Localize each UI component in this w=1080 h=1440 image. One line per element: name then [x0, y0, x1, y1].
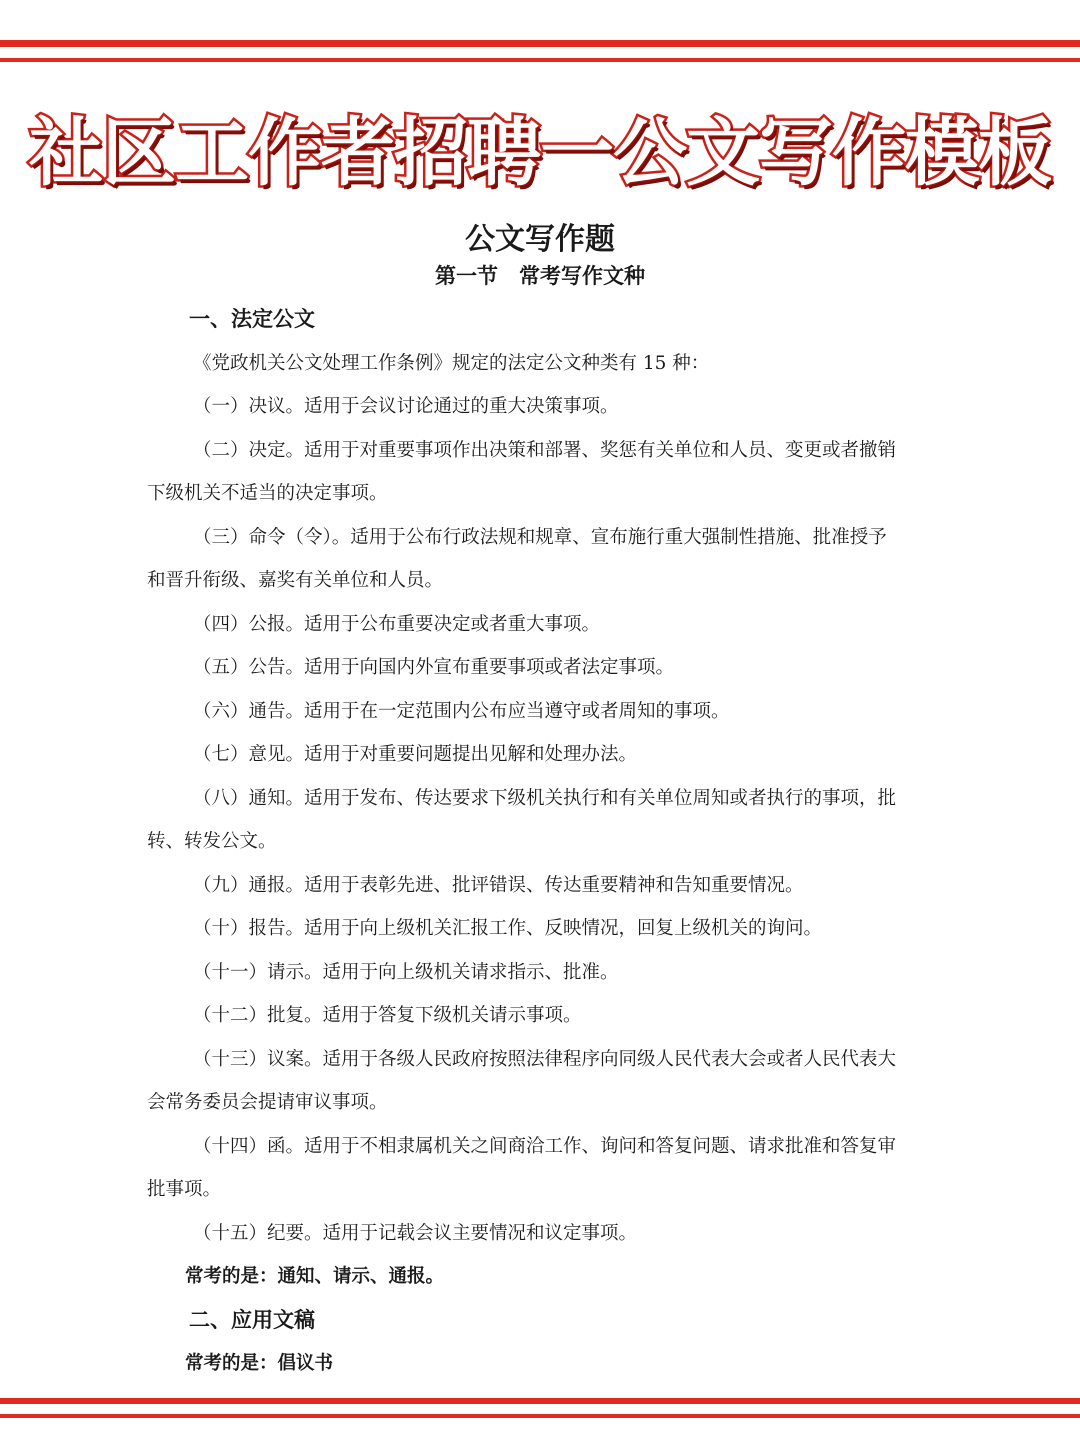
list-item: （一）决议。适用于会议讨论通过的重大决策事项。: [193, 396, 619, 417]
list-item: （二）决定。适用于对重要事项作出决策和部署、奖惩有关单位和人员、变更或者撤销: [193, 439, 897, 461]
list-item: （十四）函。适用于不相隶属机关之间商洽工作、询问和答复问题、请求批准和答复审: [193, 1135, 897, 1157]
list-item-continuation: 转、转发公文。: [147, 831, 277, 852]
frequently-tested-note-2: 常考的是：倡议书: [185, 1353, 334, 1374]
top-red-rule-thick: [0, 40, 1080, 47]
list-item: （六）通告。适用于在一定范围内公布应当遵守或者周知的事项。: [193, 700, 730, 722]
list-item: （七）意见。适用于对重要问题提出见解和处理办法。: [193, 744, 638, 765]
list-item: （十五）纪要。适用于记载会议主要情况和议定事项。: [193, 1222, 638, 1244]
list-item: （十三）议案。适用于各级人民政府按照法律程序向同级人民代表大会或者人民代表大: [193, 1048, 897, 1070]
list-item: （五）公告。适用于向国内外宣布重要事项或者法定事项。: [193, 657, 675, 678]
bottom-red-rule-thick: [0, 1398, 1080, 1404]
banner: [0, 92, 1080, 202]
list-item: （八）通知。适用于发布、传达要求下级机关执行和有关单位周知或者执行的事项，批: [193, 787, 897, 809]
frequently-tested-note: 常考的是：通知、请示、通报。: [185, 1266, 445, 1287]
list-item-continuation: 下级机关不适当的决定事项。: [147, 483, 388, 504]
heading-applied-documents: 二、应用文稿: [189, 1307, 315, 1332]
section-title: 第一节 常考写作文种: [435, 264, 645, 288]
list-item-continuation: 批事项。: [147, 1179, 222, 1200]
list-item: （十）报告。适用于向上级机关汇报工作、反映情况，回复上级机关的询问。: [193, 918, 823, 939]
heading-statutory-documents: 一、法定公文: [189, 307, 315, 331]
document-body: [147, 298, 922, 1386]
banner-title: 社区工作者招聘一公文写作模板: [29, 110, 1051, 196]
top-red-rule-thin: [0, 58, 1080, 62]
list-item: （九）通报。适用于表彰先进、批评错误、传达重要精神和告知重要情况。: [193, 874, 804, 896]
list-item-continuation: 和晋升衔级、嘉奖有关单位和人员。: [147, 570, 444, 591]
intro-paragraph: 《党政机关公文处理工作条例》规定的法定公文种类有 15 种：: [193, 352, 710, 374]
list-item: （十一）请示。适用于向上级机关请求指示、批准。: [193, 961, 619, 983]
list-item: （三）命令（令）。适用于公布行政法规和规章、宣布施行重大强制性措施、批准授予: [193, 526, 887, 548]
document-title: 公文写作题: [465, 222, 615, 257]
list-item-continuation: 会常务委员会提请审议事项。: [147, 1092, 388, 1113]
list-item: （四）公报。适用于公布重要决定或者重大事项。: [193, 613, 601, 635]
list-item: （十二）批复。适用于答复下级机关请示事项。: [193, 1005, 582, 1026]
bottom-red-rule-thin: [0, 1414, 1080, 1418]
